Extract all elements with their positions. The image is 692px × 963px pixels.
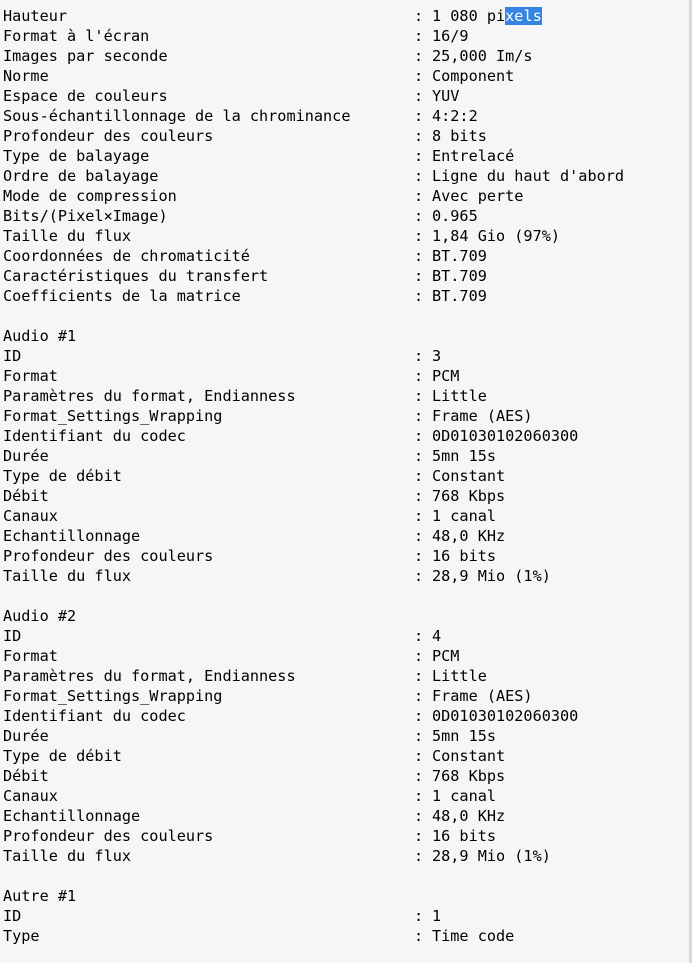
field-label: Identifiant du codec: [3, 427, 186, 445]
info-row: [3, 386, 689, 406]
field-separator: :: [414, 827, 424, 845]
field-value: 0D01030102060300: [432, 707, 579, 725]
info-row: [3, 166, 689, 186]
info-row: [3, 726, 689, 746]
field-separator: :: [414, 727, 424, 745]
info-row: [3, 146, 689, 166]
field-label: ID: [3, 907, 22, 925]
info-row: [3, 66, 689, 86]
field-value: 48,0 KHz: [432, 807, 506, 825]
field-value: 768 Kbps: [432, 487, 506, 505]
field-value: Constant: [432, 747, 506, 765]
field-separator: :: [414, 427, 424, 445]
field-separator: :: [414, 747, 424, 765]
info-row: [3, 846, 689, 866]
info-row: [3, 346, 689, 366]
field-label: Format à l'écran: [3, 27, 150, 45]
field-value: 1: [432, 907, 442, 925]
info-row: [3, 806, 689, 826]
field-separator: :: [414, 687, 424, 705]
field-value: 5mn 15s: [432, 727, 497, 745]
field-label: Format: [3, 367, 58, 385]
info-row: [3, 626, 689, 646]
field-value: Little: [432, 667, 487, 685]
field-value: Frame (AES): [432, 687, 533, 705]
info-row: [3, 926, 689, 946]
info-row: [3, 26, 689, 46]
field-label: Coefficients de la matrice: [3, 287, 241, 305]
field-separator: :: [414, 547, 424, 565]
field-separator: :: [414, 67, 424, 85]
field-separator: :: [414, 167, 424, 185]
field-separator: :: [414, 387, 424, 405]
field-value: BT.709: [432, 287, 487, 305]
field-separator: :: [414, 527, 424, 545]
info-row: [3, 766, 689, 786]
info-row: [3, 446, 689, 466]
section-heading: [3, 326, 689, 346]
field-label: Identifiant du codec: [3, 707, 186, 725]
field-separator: :: [414, 927, 424, 945]
field-separator: :: [414, 27, 424, 45]
text-content[interactable]: [3, 6, 689, 946]
field-label: Caractéristiques du transfert: [3, 267, 269, 285]
field-value: 48,0 KHz: [432, 527, 506, 545]
field-separator: :: [414, 227, 424, 245]
field-label: Profondeur des couleurs: [3, 547, 214, 565]
info-row: [3, 506, 689, 526]
field-value: 5mn 15s: [432, 447, 497, 465]
field-separator: :: [414, 647, 424, 665]
field-label: Taille du flux: [3, 227, 132, 245]
field-value: 4:2:2: [432, 107, 478, 125]
field-separator: :: [414, 487, 424, 505]
info-row: [3, 126, 689, 146]
field-separator: :: [414, 107, 424, 125]
field-separator: :: [414, 567, 424, 585]
info-row: [3, 206, 689, 226]
field-separator: :: [414, 767, 424, 785]
field-separator: :: [414, 127, 424, 145]
info-row: [3, 566, 689, 586]
field-separator: :: [414, 147, 424, 165]
field-separator: :: [414, 507, 424, 525]
field-separator: :: [414, 447, 424, 465]
field-label: Mode de compression: [3, 187, 177, 205]
field-label: Taille du flux: [3, 847, 132, 865]
field-value: Frame (AES): [432, 407, 533, 425]
field-value: 1 canal: [432, 507, 497, 525]
field-value: 16/9: [432, 27, 469, 45]
field-separator: :: [414, 407, 424, 425]
field-value-text: 1 080 pi: [432, 7, 506, 25]
field-value: 0.965: [432, 207, 478, 225]
info-row: [3, 246, 689, 266]
field-separator: :: [414, 347, 424, 365]
section-heading: [3, 606, 689, 626]
field-value: 8 bits: [432, 127, 487, 145]
info-row: [3, 686, 689, 706]
field-separator: :: [414, 787, 424, 805]
field-label: Type: [3, 927, 40, 945]
field-value: 28,9 Mio (1%): [432, 567, 551, 585]
field-value: Component: [432, 67, 515, 85]
field-label: ID: [3, 627, 22, 645]
info-row: [3, 6, 689, 26]
field-label: Sous-échantillonnage de la chrominance: [3, 107, 351, 125]
field-label: Format_Settings_Wrapping: [3, 407, 223, 425]
field-label: Hauteur: [3, 7, 68, 25]
info-row: [3, 406, 689, 426]
field-value: 1 canal: [432, 787, 497, 805]
info-row: [3, 526, 689, 546]
blank-line: [3, 306, 689, 326]
field-label: Type de débit: [3, 747, 122, 765]
info-row: [3, 186, 689, 206]
info-row: [3, 46, 689, 66]
info-row: [3, 706, 689, 726]
field-label: Profondeur des couleurs: [3, 827, 214, 845]
blank-line: [3, 586, 689, 606]
field-separator: :: [414, 287, 424, 305]
field-separator: :: [414, 187, 424, 205]
field-label: Débit: [3, 487, 49, 505]
field-value: 768 Kbps: [432, 767, 506, 785]
field-label: Type de balayage: [3, 147, 150, 165]
field-value: 16 bits: [432, 547, 497, 565]
info-row: [3, 486, 689, 506]
field-label: ID: [3, 347, 22, 365]
field-label: Format_Settings_Wrapping: [3, 687, 223, 705]
field-value: YUV: [432, 87, 460, 105]
info-row: [3, 106, 689, 126]
field-separator: :: [414, 467, 424, 485]
field-label: Espace de couleurs: [3, 87, 168, 105]
field-separator: :: [414, 87, 424, 105]
field-value: PCM: [432, 647, 460, 665]
field-separator: :: [414, 207, 424, 225]
field-label: Echantillonnage: [3, 807, 141, 825]
field-label: Coordonnées de chromaticité: [3, 247, 250, 265]
field-label: Bits/(Pixel×Image): [3, 207, 168, 225]
info-row: [3, 226, 689, 246]
field-value: Entrelacé: [432, 147, 515, 165]
info-row: [3, 746, 689, 766]
field-value: 28,9 Mio (1%): [432, 847, 551, 865]
section-heading: [3, 886, 689, 906]
section-heading-label: Audio #1: [3, 327, 77, 345]
info-row: [3, 466, 689, 486]
field-value: 0D01030102060300: [432, 427, 579, 445]
field-value: BT.709: [432, 247, 487, 265]
field-separator: :: [414, 267, 424, 285]
field-separator: :: [414, 807, 424, 825]
field-label: Echantillonnage: [3, 527, 141, 545]
field-label: Images par seconde: [3, 47, 168, 65]
blank-line: [3, 866, 689, 886]
section-heading-label: Audio #2: [3, 607, 77, 625]
field-label: Canaux: [3, 787, 58, 805]
field-value: 16 bits: [432, 827, 497, 845]
field-label: Paramètres du format, Endianness: [3, 667, 296, 685]
field-label: Type de débit: [3, 467, 122, 485]
field-label: Canaux: [3, 507, 58, 525]
field-separator: :: [414, 907, 424, 925]
field-label: Norme: [3, 67, 49, 85]
field-label: Taille du flux: [3, 567, 132, 585]
field-value: Time code: [432, 927, 515, 945]
field-separator: :: [414, 47, 424, 65]
field-value: PCM: [432, 367, 460, 385]
text-selection[interactable]: xels: [505, 7, 542, 25]
field-separator: :: [414, 847, 424, 865]
info-row: [3, 546, 689, 566]
info-row: [3, 906, 689, 926]
info-row: [3, 266, 689, 286]
field-value: Avec perte: [432, 187, 524, 205]
field-separator: :: [414, 627, 424, 645]
field-label: Profondeur des couleurs: [3, 127, 214, 145]
field-value: 4: [432, 627, 442, 645]
field-label: Paramètres du format, Endianness: [3, 387, 296, 405]
field-separator: :: [414, 7, 424, 25]
field-separator: :: [414, 367, 424, 385]
field-label: Ordre de balayage: [3, 167, 159, 185]
field-value: 25,000 Im/s: [432, 47, 533, 65]
field-separator: :: [414, 667, 424, 685]
field-separator: :: [414, 707, 424, 725]
field-value: Little: [432, 387, 487, 405]
info-row: [3, 646, 689, 666]
field-value: Ligne du haut d'abord: [432, 167, 625, 185]
field-label: Format: [3, 647, 58, 665]
info-row: [3, 86, 689, 106]
info-row: [3, 786, 689, 806]
field-value: [432, 6, 542, 26]
field-label: Durée: [3, 447, 49, 465]
field-value: 1,84 Gio (97%): [432, 227, 561, 245]
field-label: Débit: [3, 767, 49, 785]
info-row: [3, 366, 689, 386]
field-value: 3: [432, 347, 442, 365]
info-row: [3, 286, 689, 306]
info-row: [3, 666, 689, 686]
info-row: [3, 826, 689, 846]
field-separator: :: [414, 247, 424, 265]
section-heading-label: Autre #1: [3, 887, 77, 905]
field-value: Constant: [432, 467, 506, 485]
field-label: Durée: [3, 727, 49, 745]
info-row: [3, 426, 689, 446]
field-value: BT.709: [432, 267, 487, 285]
